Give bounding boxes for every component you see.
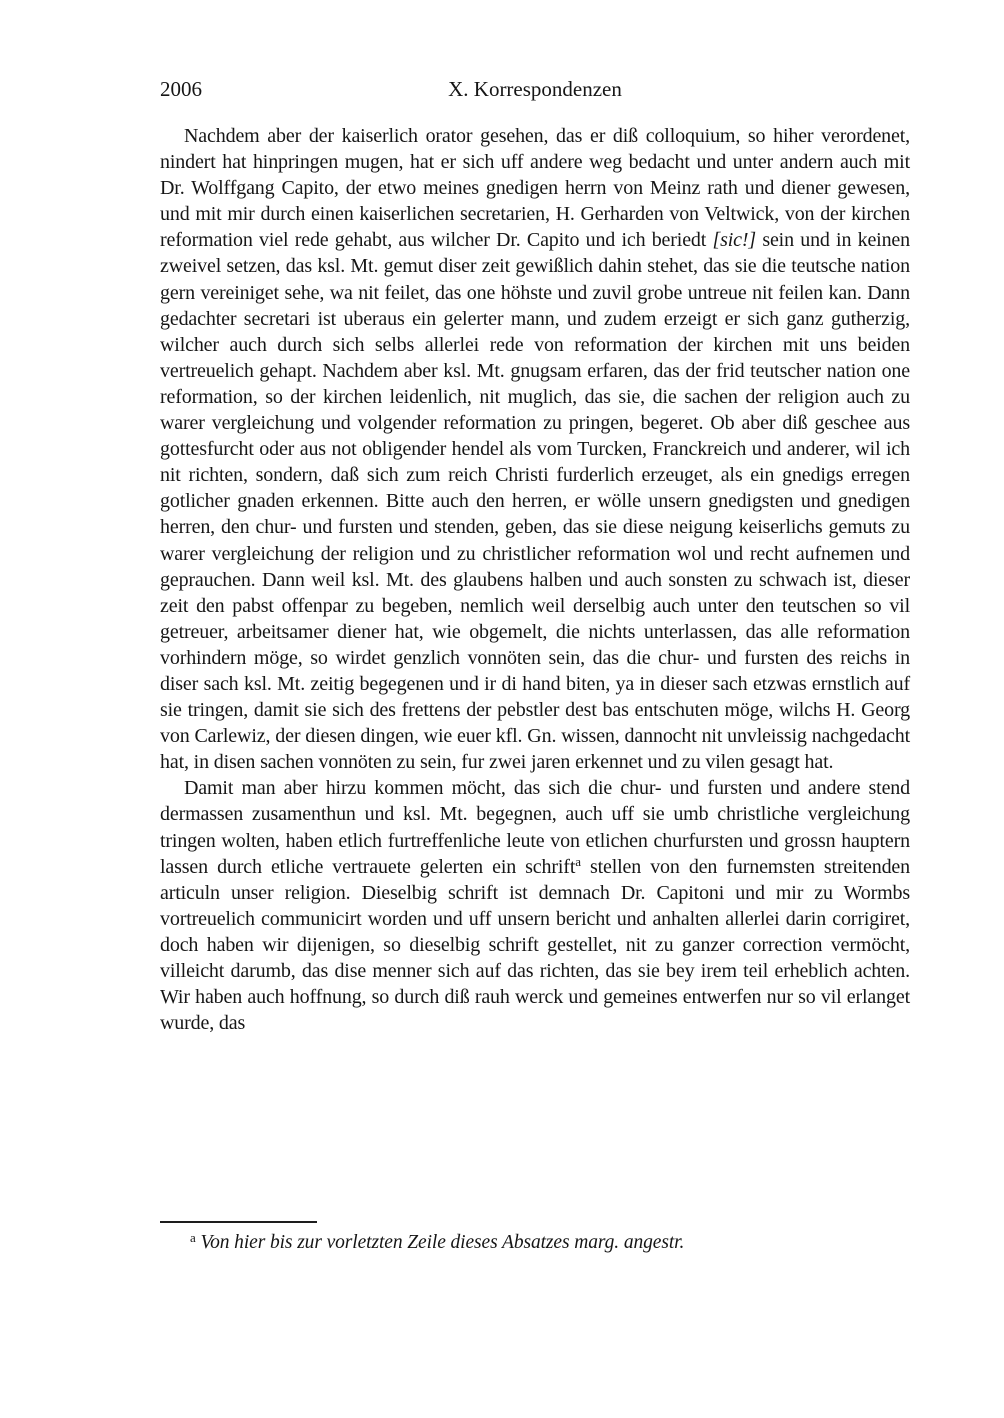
- footnote-separator-rule: [160, 1221, 317, 1223]
- chapter-title: X. Korrespondenzen: [448, 77, 622, 101]
- paragraph-1: [160, 123, 910, 775]
- footnote: [160, 1230, 910, 1255]
- paragraph-2-text: Damit man aber hirzu kommen möcht, das sich die chur- und fursten und andere stend dermassen zusamenthun und ksl. Mt. begegnen, auch uff sie umb christliche vergleichung tringen wolten, haben etlich furtreffenliche leute von etlichen churfursten und grossn hauptern lassen durch etliche vertrauete gelerten ein schrift: [160, 777, 910, 878]
- footnote-reference-marker: a: [575, 853, 581, 869]
- sic-editorial-note: [sic!]: [712, 229, 757, 252]
- paragraph-2: [160, 775, 910, 1036]
- footnote-section: [160, 1221, 910, 1255]
- text-block: [160, 76, 910, 1036]
- letter-body: [160, 123, 910, 1036]
- paragraph-2-text-continued: stellen von den furnemsten streitenden articuln unser religion. Dieselbig schrift ist demnach Dr. Capitoni und mir zu Wormbs vortreuelich communicirt worden und uff unsern bericht und anhalten allerlei darin corrigiret, doch haben wir dijenigen, so dieselbig schrift gestellet, nit zu ganzer correction vermöcht, villeicht darumb, das dise menner sich auf das richten, das sie bey irem teil erheblich achten. Wir haben auch hoffnung, so durch diß rauh werck und gemeines entwerfen nur so vil erlanget wurde, das: [160, 855, 911, 1035]
- paragraph-1-text: Nachdem aber der kaiserlich orator gesehen, das er diß colloquium, so hiher verordenet, nindert hat hinpringen mugen, hat er sich uff andere weg bedacht und unter andern auch mit Dr. Wolffgang Capito, der etwo meines gnedigen herrn von Meinz rath und diener gewesen, und mit mir durch einen kaiserlichen secretarien, H. Gerharden von Veltwick, von der kirchen reformation viel rede gehabt, aus wilcher Dr. Capito und ich beriedt: [160, 125, 910, 252]
- page-header: [160, 76, 910, 103]
- page-number: 2006: [160, 77, 202, 101]
- footnote-text: Von hier bis zur vorletzten Zeile dieses Absatzes marg. angestr.: [200, 1232, 685, 1253]
- paragraph-1-text-continued: sein und in keinen zweivel setzen, das ksl. Mt. gemut diser zeit gewißlich dahin stehet, das sie die teutsche nation gern vereiniget sehe, wa nit feilet, das one höhste und zuvil grobe untreue nit feilen kan. Dann gedachter secretari ist uberaus ein gelerter mann, und zudem erzeigt er sich ganz gutherzig, wilcher auch durch sich selbs allerlei rede von reformation der kirchen mit uns beiden vertreuelich gehapt. Nachdem aber ksl. Mt. gnugsam erfaren, das der frid teutscher nation one reformation, so der kirchen leidenlich, nit muglich, das sie, die sachen der religion auch zu warer vergleichung und volgender reformation zu pringen, begeret. Ob aber diß geschee aus gottesfurcht oder aus not obligender hendel als vom Turcken, Franckreich und anderer, wil ich nit richten, sondern, daß sich zum reich Christi furderlich erzeuget, als ein gnedigs erregen gotlicher gnaden erkennen. Bitte auch den herren, er wölle unsern gnedigsten und gnedigen herren, den chur- und fursten und stenden, geben, das sie diese neigung keiserlichs gemuts zu warer vergleichung der religion und zu christlicher reformation wol und recht aufnemen und geprauchen. Dann weil ksl. Mt. des glaubens halben und auch sonsten zu schwach ist, dieser zeit den pabst offenpar zu begeben, nemlich weil derselbig auch unter den teutschen so vil getreuer, arbeitsamer diener hat, wie obgemelt, die nichts unterlassen, das alle reformation vorhindern möge, so wirdet genzlich vonnöten sein, das die chur- und fursten des reichs in diser sach ksl. Mt. zeitig begegenen und ir di hand biten, ya in dieser sach etzwas ernstlich auf sie tringen, damit sie sich des frettens der pebstler dest bas entschuten möge, wilchs H. Georg von Carlewiz, der diesen dingen, wie euer kfl. Gn. wissen, dannocht nit unvleissig nachgedacht hat, in disen sachen vonnöten zu sein, fur zwei jaren erkennet und zu vilen gesagt hat.: [160, 229, 911, 774]
- footnote-marker: a: [190, 1230, 196, 1245]
